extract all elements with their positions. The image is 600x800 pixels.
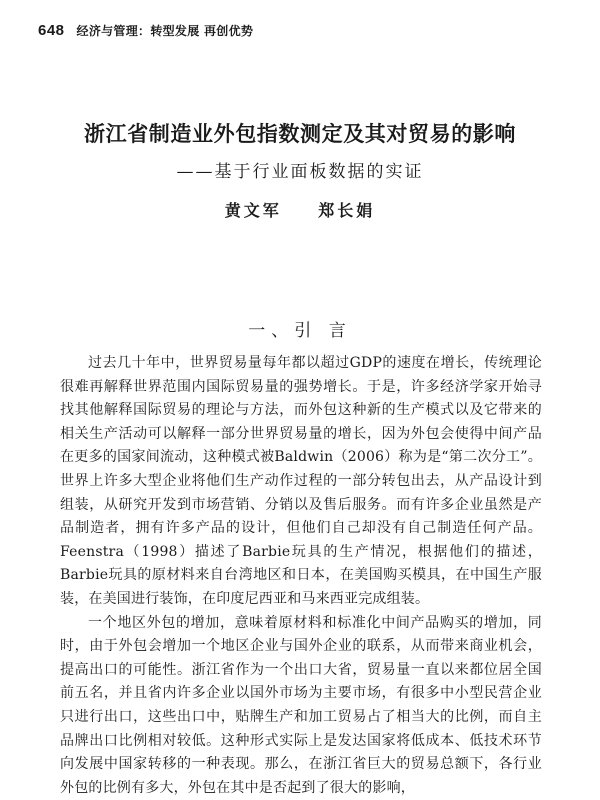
- paragraph: 一个地区外包的增加，意味着原材料和标准化中间产品购买的增加，同时，由于外包会增加一个地区企业与国外企业的联系，从而带来商业机会，提高出口的可能性。浙江省作为一个出口大省，贸易量一直以来都位居全国前五名，并且省内许多企业以国外市场为主要市场，有很多中小型民营企业只进行出口，这些出口中，贴牌生产和加工贸易占了相当大的比例，而自主品牌出口比例相对较低。这种形式实际上是发达国家将低成本、低技术环节向发展中国家转移的一种表现。那么，在浙江省巨大的贸易总额下，各行业外包的比例有多大，外包在其中是否起到了很大的影响，: [60, 614, 542, 796]
- article-subtitle: ——基于行业面板数据的实证: [176, 162, 424, 182]
- running-head: 经济与管理：转型发展 再创优势: [76, 24, 254, 38]
- page-number: 648: [38, 22, 65, 39]
- author-name: 黄文军: [224, 201, 282, 220]
- article-title: 浙江省制造业外包指数测定及其对贸易的影响: [84, 122, 516, 146]
- body-text: [60, 352, 542, 800]
- page-header: [38, 22, 253, 39]
- paragraph: 过去几十年中，世界贸易量每年都以超过GDP的速度在增长，传统理论很难再解释世界范围内国际贸易量的强势增长。于是，许多经济学家开始寻找其他解释国际贸易的理论与方法，而外包这种新的生产模式以及它带来的相关生产活动可以解释一部分世界贸易量的增长，因为外包会使得中间产品在更多的国家间流动，这种模式被Baldwin（2006）称为是“第二次分工”。世界上许多大型企业将他们生产动作过程的一部分转包出去，从产品设计到组装，从研究开发到市场营销、分销以及售后服务。而有许多企业虽然是产品制造者，拥有许多产品的设计，但他们自己却没有自己制造任何产品。Feenstra（1998）描述了Barbie玩具的生产情况，根据他们的描述，Barbie玩具的原材料来自台湾地区和日本，在美国购买模具，在中国生产服装，在美国进行装饰，在印度尼西亚和马来西亚完成组装。: [60, 355, 542, 607]
- section-heading: 一、引 言: [248, 321, 352, 341]
- author-name: 郑长娟: [318, 201, 376, 220]
- author-list: [0, 198, 600, 221]
